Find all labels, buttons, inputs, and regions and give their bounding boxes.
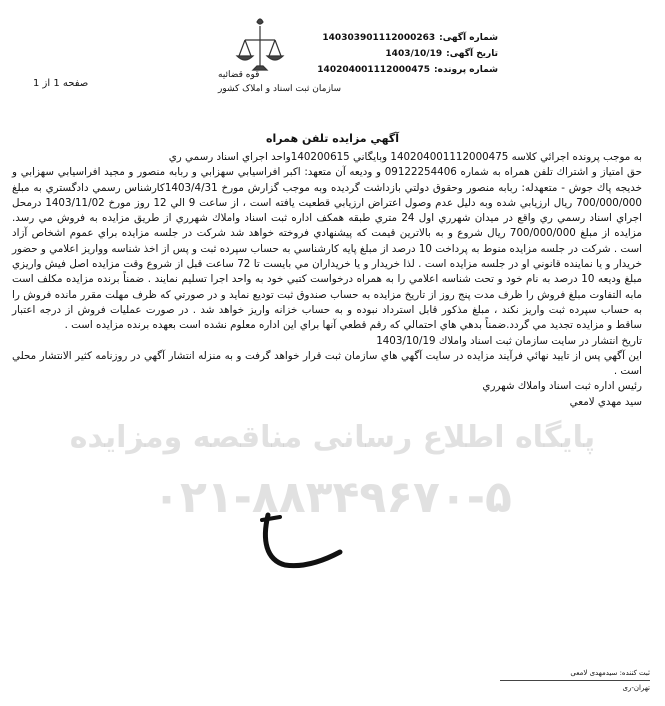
document-title: آگهي مزايده تلفن همراه — [266, 132, 399, 145]
document-body — [12, 150, 642, 410]
emblem-caption: قوه قضائیه — [218, 70, 260, 80]
case-number-label: شماره پرونده: — [434, 65, 498, 75]
ad-date-row — [268, 46, 498, 62]
paragraph-case-ref: به موجب پرونده اجرائي كلاسه 140204001112000475 وبايگاني 140200615واحد اجراي اسناد رسمي ري — [168, 151, 642, 163]
footer-signer: ثبت کننده: سیدمهدی لامعی — [570, 669, 650, 677]
signatory-name: سيد مهدي لامعي — [569, 395, 642, 408]
footer-location: تهران-ری — [622, 684, 650, 692]
ad-meta-block — [268, 30, 498, 78]
footer-divider — [500, 680, 650, 681]
case-number-row — [268, 62, 498, 78]
organization-name: سازمان ثبت اسناد و املاک کشور — [218, 84, 342, 94]
case-number-value: 140204001112000475 — [317, 65, 431, 75]
ad-date-label: تاریخ آگهی: — [446, 49, 498, 59]
ad-number-row — [268, 30, 498, 46]
watermark-phone: ۰۲۱-۸۸۳۴۹۶۷۰-۵ — [153, 472, 512, 523]
watermark-text: پایگاه اطلاع رسانی مناقصه ومزایده — [69, 420, 596, 455]
paragraph-publish-date: تاريخ انتشار در سايت سازمان ثبت اسناد واملاك 1403/10/19 — [376, 334, 642, 347]
ad-number-label: شماره آگهی: — [439, 33, 498, 43]
ad-number-value: 140303901112000263 — [322, 33, 436, 43]
footer-block — [500, 668, 650, 694]
ad-date-value: 1403/10/19 — [385, 49, 443, 59]
page-number: صفحه 1 از 1 — [33, 78, 89, 89]
paragraph-publication-note: اين آگهي پس از تاييد نهائي فرآيند مزايده در سايت آگهي هاي سازمان ثبت قرار خواهد گرفت و به منزله انتشار آگهي در روزنامه كثير الانتشار محلي است . — [12, 349, 642, 378]
paragraph-auction-details: حق امتياز و اشتراك تلفن همراه به شماره 09122254406 و وديعه آن متعهد: اكبر افراسيابي سهزابي و ربابه منصور و مجيد افراسيابي سهزابي و خديجه پاك جوش - متعهدله: ربابه منصور وحقوق دولتي بازداشت گرديده وبه موجب گزارش مورخ 1403/4/31كارشناس رسمي دادگستري به مبلغ 700/000/000 ريال ارزيابي شده وبه دليل عدم وصول اعتراض ارزيابي قطعيت يافته است ، از ساعت 9 الي 12 روز مورخ 1403/11/02 درمحل اجراي اسناد رسمي ري واقع در ميدان شهرري اول 24 متري طبقه همكف اداره ثبت اسناد واملاك شهرري از طريق مزايده به فروش مي رسد. مزايده از مبلغ 700/000/000 ريال شروع و به بالاترين قيمت كه پيشنهادي فروخته خواهد شد شركت در جلسه مزايده براي عموم اشخاص آزاد است . شركت در جلسه مزايده منوط به پرداخت 10 درصد از مبلغ پايه كارشناسي به حساب سپرده ثبت و پس از اخذ شناسه وواريز اعلامي و حضور خريدار و يا نماينده قانوني او در جلسه مزايده است . لذا خريدار و يا خريداران مي بايست تا 72 ساعت قبل از شروع وقت مزايده اصل فيش واريزي مبلغ وديعه 10 درصد به نام خود و تحت شناسه اعلامي را به همراه درخواست كتبي خود به واحد اجرا تسليم نمايند . ضمناً برنده مزايده مكلف است مابه التفاوت مبلغ فروش را ظرف مدت پنج روز از تاريخ مزايده به حساب صندوق ثبت توديع نمايد و در صورتي كه ظرف مهلت مقرر مانده فروش را به حساب سپرده ثبت واريز نكند ، مبلغ مذكور قابل استرداد نبوده و به حساب خزانه واريز خواهد شد . در صورت عمليات فروش از درجه اعتبار ساقط و مزايده تجديد مي گردد.ضمناً بدهي هاي احتمالي كه رقم قطعي آنها براي اين اداره معلوم نشده است بعهده برنده مزايده است . — [12, 166, 643, 332]
signatory-title: رئيس اداره ثبت اسناد واملاك شهرري — [482, 380, 642, 393]
